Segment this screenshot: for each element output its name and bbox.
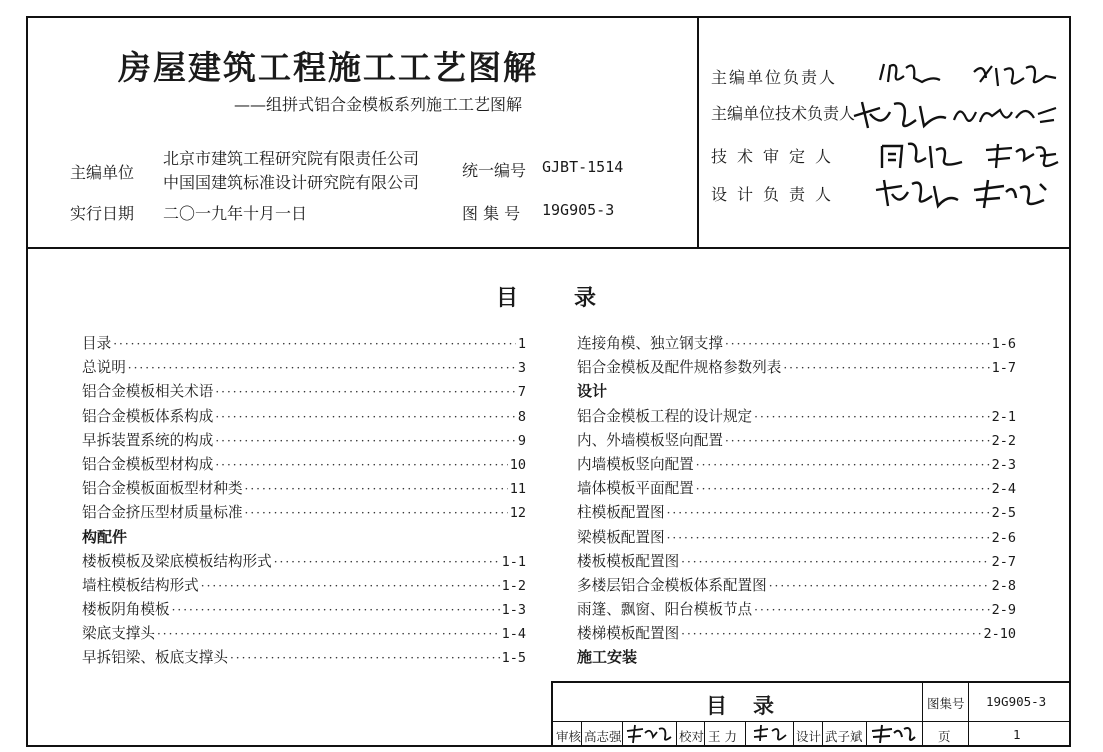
toc-leader-dots	[215, 434, 516, 448]
title-block-cell-divider	[793, 722, 794, 746]
signature-3a	[878, 138, 968, 172]
toc-entry-title: 墙体模板平面配置	[577, 480, 694, 498]
atlas-label: 图 集 号	[462, 204, 521, 223]
toc-entry	[577, 332, 1016, 356]
title-block-divider	[922, 681, 923, 747]
signature-1a	[876, 58, 946, 88]
code-value: GJBT-1514	[542, 158, 624, 176]
toc-entry	[82, 622, 526, 646]
check-label: 校对	[679, 729, 705, 744]
title-block-cell-divider	[704, 722, 705, 746]
toc-entry-title: 铝合金模板工程的设计规定	[577, 407, 753, 425]
toc-entry-page: 1-7	[991, 360, 1016, 377]
review-name: 高志强	[584, 729, 622, 744]
toc-entry-title: 多楼层铝合金模板体系配置图	[577, 576, 767, 594]
atlas-value: 19G905-3	[542, 201, 615, 219]
toc-entry	[82, 380, 526, 404]
signature-2b	[950, 100, 1060, 130]
title-block-divider	[968, 681, 969, 747]
toc-entry-page: 2-7	[991, 553, 1016, 570]
toc-entry-title: 梁底支撑头	[82, 625, 155, 643]
toc-entry-page: 2-6	[991, 529, 1016, 546]
toc-section-heading: 设计	[577, 382, 608, 401]
signature-3b	[982, 140, 1062, 174]
toc-leader-dots	[172, 603, 500, 617]
date-label: 实行日期	[70, 204, 135, 223]
document-subtitle: ——组拼式铝合金模板系列施工工艺图解	[234, 95, 523, 114]
title-block-cell-divider	[676, 722, 677, 746]
toc-entry-page: 2-5	[991, 505, 1016, 522]
toc-leader-dots	[681, 555, 989, 569]
toc-entry	[82, 429, 526, 453]
toc-entry-page: 1-3	[501, 602, 526, 619]
toc-entry-title: 铝合金模板体系构成	[82, 407, 214, 425]
check-name: 王 力	[708, 729, 737, 744]
signature-4b	[970, 178, 1050, 212]
toc-entry-page: 1-4	[501, 626, 526, 643]
toc-entry	[82, 332, 526, 356]
toc-entry-title: 总说明	[82, 359, 126, 377]
toc-entry-page: 10	[509, 456, 526, 473]
toc-entry	[82, 405, 526, 429]
signature-2a	[850, 98, 950, 134]
toc-entry-title: 铝合金模板型材构成	[82, 455, 214, 473]
design-label: 设计	[796, 729, 822, 744]
toc-entry-title: 雨篷、飘窗、阳台模板节点	[577, 601, 753, 619]
toc-entry-title: 内墙模板竖向配置	[577, 455, 694, 473]
toc-column-right	[577, 332, 1016, 671]
review-label: 审核	[556, 729, 582, 744]
page-value: 1	[1013, 727, 1021, 742]
toc-section-heading: 施工安装	[577, 648, 638, 667]
toc-entry-page: 1-6	[991, 336, 1016, 352]
toc-entry-title: 楼板模板及梁底模板结构形式	[82, 552, 272, 570]
code-label: 统一编号	[462, 161, 527, 180]
toc-entry-page: 12	[509, 505, 526, 522]
toc-entry-title: 铝合金模板相关术语	[82, 383, 214, 401]
toc-entry-title: 楼梯模板配置图	[577, 625, 680, 643]
toc-leader-dots	[667, 531, 990, 545]
toc-entry-title: 墙柱模板结构形式	[82, 576, 199, 594]
toc-entry-page: 1	[517, 336, 526, 352]
responsible-role-3: 技术审定人	[711, 147, 842, 166]
date-value: 二〇一九年十月一日	[163, 204, 308, 223]
title-block-atlas-value: 19G905-3	[986, 694, 1047, 709]
title-block-row-divider	[553, 721, 1071, 722]
title-block-cell-divider	[866, 722, 867, 746]
toc-leader-dots	[113, 337, 516, 351]
toc-leader-dots	[754, 410, 989, 424]
toc-entry	[577, 453, 1016, 477]
toc-column-left	[82, 332, 526, 671]
toc-entry	[577, 574, 1016, 598]
design-name: 武子斌	[825, 729, 863, 744]
toc-entry	[577, 550, 1016, 574]
toc-leader-dots	[754, 603, 989, 617]
toc-entry	[577, 501, 1016, 525]
toc-entry-page: 1-1	[501, 553, 526, 570]
toc-entry	[82, 598, 526, 622]
toc-leader-dots	[215, 458, 507, 472]
toc-leader-dots	[245, 482, 508, 496]
toc-entry	[577, 526, 1016, 550]
toc-entry-title: 梁模板配置图	[577, 528, 665, 546]
toc-entry-title: 早拆铝梁、板底支撑头	[82, 649, 228, 667]
toc-entry-page: 1-2	[501, 577, 526, 594]
toc-entry-page: 2-8	[991, 577, 1016, 594]
toc-entry-page: 2-10	[983, 626, 1016, 643]
toc-leader-dots	[725, 337, 990, 351]
toc-entry	[577, 429, 1016, 453]
toc-entry-title: 内、外墙模板竖向配置	[577, 431, 723, 449]
toc-leader-dots	[667, 506, 990, 520]
page-label: 页	[938, 729, 951, 744]
toc-entry-page: 11	[509, 481, 526, 498]
toc-leader-dots	[681, 627, 981, 641]
toc-leader-dots	[157, 627, 500, 641]
document-title: 房屋建筑工程施工工艺图解	[118, 48, 538, 87]
toc-entry	[82, 356, 526, 380]
toc-entry-page: 2-2	[991, 432, 1016, 449]
responsible-role-1: 主编单位负责人	[711, 68, 838, 87]
toc-leader-dots	[274, 555, 500, 569]
title-block-cell-divider	[745, 722, 746, 746]
toc-entry-page: 7	[517, 384, 526, 401]
toc-entry	[577, 477, 1016, 501]
design-signature	[870, 723, 916, 745]
toc-entry	[577, 622, 1016, 646]
toc-entry-page: 1-5	[501, 650, 526, 667]
toc-entry-page: 2-1	[991, 408, 1016, 425]
toc-entry-page: 3	[517, 360, 526, 377]
toc-leader-dots	[769, 579, 990, 593]
header-divider	[26, 247, 1071, 249]
toc-leader-dots	[215, 410, 516, 424]
toc-leader-dots	[696, 482, 990, 496]
toc-leader-dots	[215, 385, 516, 399]
toc-entry-title: 柱模板配置图	[577, 504, 665, 522]
toc-entry-title: 铝合金模板及配件规格参数列表	[577, 359, 782, 377]
toc-entry	[577, 356, 1016, 380]
responsible-role-4: 设计负责人	[711, 185, 842, 204]
toc-heading: 目录	[496, 285, 653, 311]
title-block-cell-divider	[581, 722, 582, 746]
toc-entry	[577, 598, 1016, 622]
toc-entry	[577, 405, 1016, 429]
toc-entry	[82, 477, 526, 501]
toc-entry	[82, 646, 526, 670]
toc-entry-page: 8	[517, 408, 526, 425]
toc-entry-page: 2-9	[991, 602, 1016, 619]
toc-entry	[82, 501, 526, 525]
title-block-title: 目录	[706, 693, 800, 718]
toc-entry-title: 楼板阴角模板	[82, 601, 170, 619]
editor-org-2: 中国国建筑标准设计研究院有限公司	[163, 173, 420, 192]
editor-org-1: 北京市建筑工程研究院有限责任公司	[163, 149, 420, 168]
toc-entry	[82, 574, 526, 598]
toc-entry-title: 铝合金模板面板型材种类	[82, 480, 243, 498]
toc-entry-title: 早拆装置系统的构成	[82, 431, 214, 449]
toc-entry-page: 9	[517, 432, 526, 449]
signature-1b	[970, 60, 1060, 90]
title-block-cell-divider	[622, 722, 623, 746]
toc-leader-dots	[696, 458, 990, 472]
responsible-role-2: 主编单位技术负责人	[711, 104, 856, 123]
toc-leader-dots	[725, 434, 990, 448]
toc-leader-dots	[783, 361, 989, 375]
toc-entry-title: 楼板模板配置图	[577, 552, 680, 570]
signature-4a	[872, 176, 962, 210]
toc-leader-dots	[128, 361, 516, 375]
toc-entry-title: 铝合金挤压型材质量标准	[82, 504, 243, 522]
toc-entry-page: 2-4	[991, 481, 1016, 498]
header-vertical-divider	[697, 16, 699, 248]
toc-leader-dots	[230, 651, 500, 665]
toc-entry-title: 目录	[82, 335, 112, 352]
editor-label: 主编单位	[70, 163, 135, 182]
toc-leader-dots	[201, 579, 500, 593]
toc-section-heading: 构配件	[82, 527, 128, 546]
toc-entry	[82, 550, 526, 574]
title-block-atlas-label: 图集号	[927, 696, 965, 711]
title-block-cell-divider	[822, 722, 823, 746]
review-signature	[625, 723, 673, 745]
toc-entry-title: 连接角模、独立钢支撑	[577, 335, 723, 352]
toc-entry-page: 2-3	[991, 456, 1016, 473]
check-signature	[752, 723, 790, 745]
toc-leader-dots	[245, 506, 508, 520]
toc-entry	[82, 453, 526, 477]
